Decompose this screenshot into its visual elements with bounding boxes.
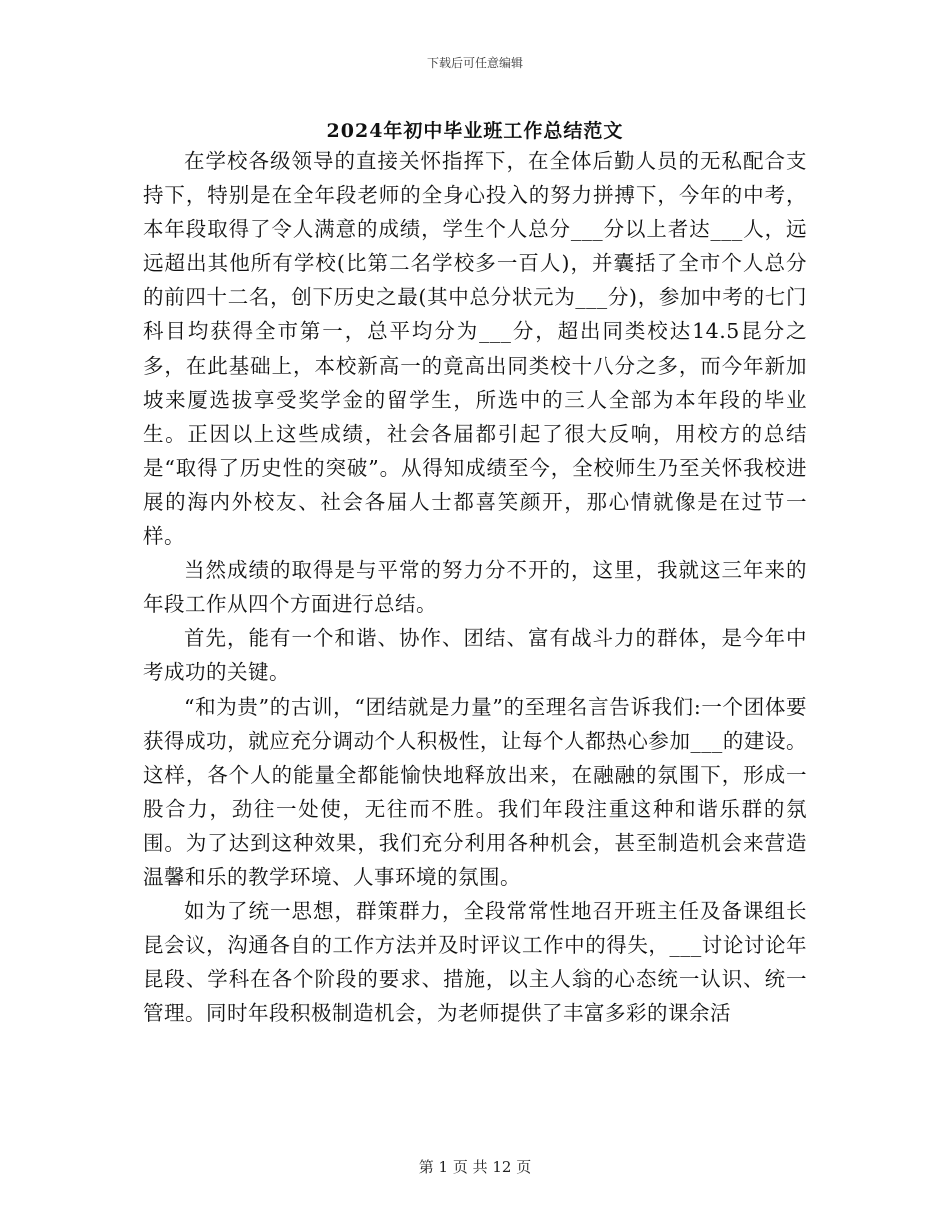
paragraph: 当然成绩的取得是与平常的努力分不开的，这里，我就这三年来的年段工作从四个方面进行总结。 (143, 558, 807, 617)
paragraph: “和为贵”的古训，“团结就是力量”的至理名言告诉我们:一个团体要获得成功，就应充分调动个人积极性，让每个人都热心参加___的建设。这样，各个人的能量全都能愉快地释放出来，在融融的氛围下，形成一股合力，劲往一处使，无往而不胜。我们年段注重这种和谐乐群的氛围。为了达到这种效果，我们充分利用各种机会，甚至制造机会来营造温馨和乐的教学环境、人事环境的氛围。 (143, 694, 807, 889)
document-title: 2024年初中毕业班工作总结范文 (326, 120, 624, 142)
page-indicator: 第 1 页 共 12 页 (418, 1158, 532, 1176)
paragraph: 如为了统一思想，群策群力，全段常常性地召开班主任及备课组长昆会议，沟通各自的工作方法并及时评议工作中的得失，___讨论讨论年昆段、学科在各个阶段的要求、措施，以主人翁的心态统一认识、统一管理。同时年段积极制造机会，为老师提供了丰富多彩的课余活 (143, 899, 807, 1026)
header-note: 下载后可任意编辑 (426, 56, 523, 70)
document-body (143, 144, 807, 1030)
paragraph: 首先，能有一个和谐、协作、团结、富有战斗力的群体，是今年中考成功的关键。 (143, 626, 807, 685)
paragraph: 在学校各级领导的直接关怀指挥下，在全体后勤人员的无私配合支持下，特别是在全年段老师的全身心投入的努力拼搏下，今年的中考，本年段取得了令人满意的成绩，学生个人总分___分以上者达___人，远远超出其他所有学校(比第二名学校多一百人)，并囊括了全市个人总分的前四十二名，创下历史之最(其中总分状元为___分)，参加中考的七门科目均获得全市第一，总平均分为___分，超出同类校达14.5昆分之多，在此基础上，本校新高一的竟高出同类校十八分之多，而今年新加坡来厦选拔享受奖学金的留学生，所选中的三人全部为本年段的毕业生。正因以上这些成绩，社会各届都引起了很大反响，用校方的总结是“取得了历史性的突破”。从得知成绩至今，全校师生乃至关怀我校进展的海内外校友、社会各届人士都喜笑颜开，那心情就像是在过节一样。 (143, 149, 807, 549)
